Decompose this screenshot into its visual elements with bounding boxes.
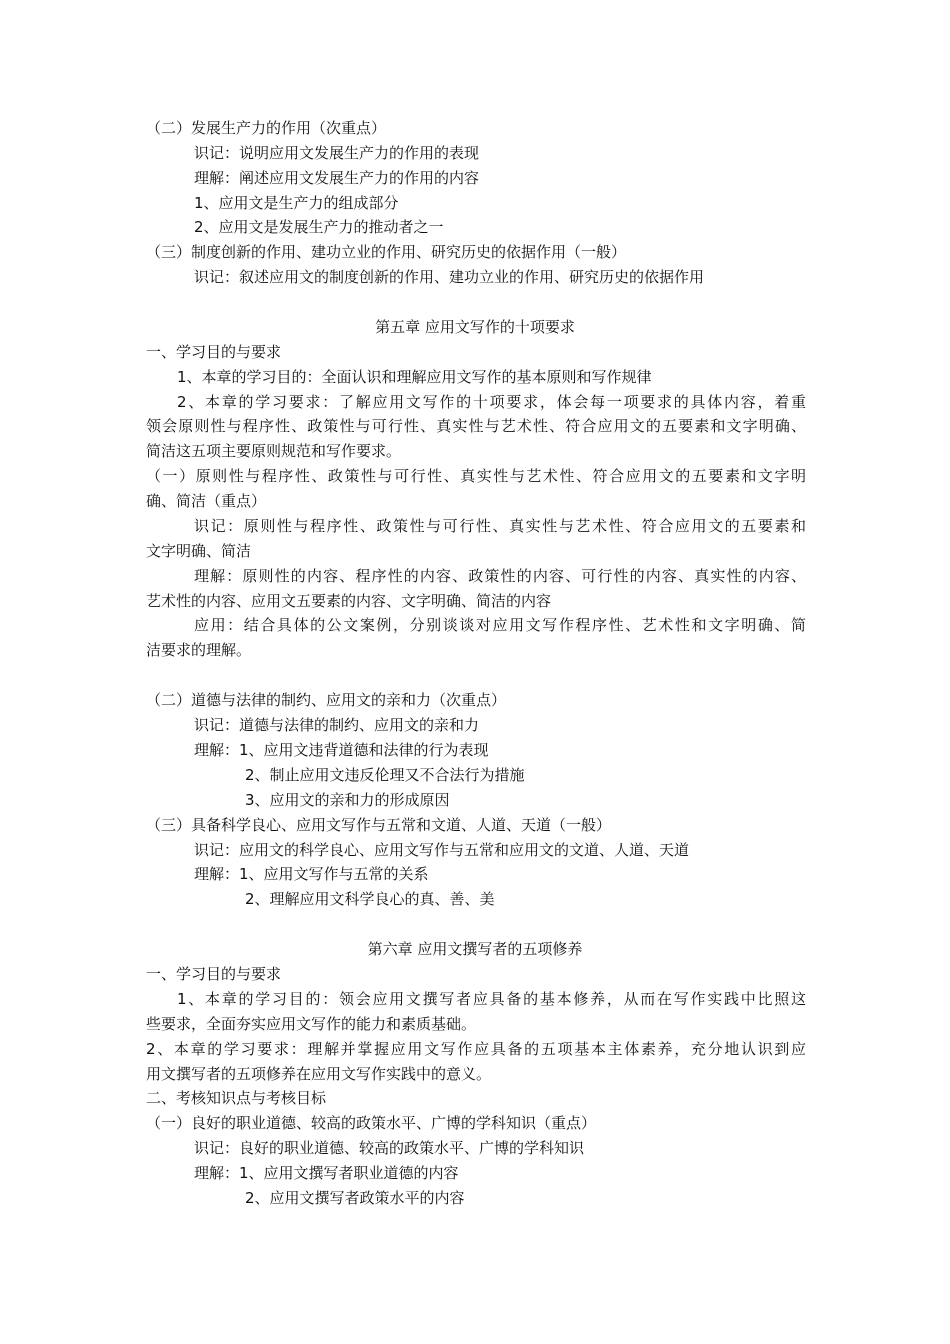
text-line: 理解：1、应用文写作与五常的关系 <box>194 865 429 883</box>
text-line: 1、应用文是生产力的组成部分 <box>194 194 399 212</box>
text-line: 理解：阐述应用文发展生产力的作用的内容 <box>194 169 480 187</box>
text-line: 些要求，全面夯实应用文写作的能力和素质基础。 <box>146 1015 477 1033</box>
text-line: 2、理解应用文科学良心的真、善、美 <box>245 890 495 908</box>
section-heading: 一、学习目的与要求 <box>146 965 282 983</box>
text-line: 应用：结合具体的公文案例，分别谈谈对应用文写作程序性、艺术性和文字明确、简 <box>194 616 806 634</box>
text-line: 洁要求的理解。 <box>146 641 252 659</box>
text-line: 2、应用文撰写者政策水平的内容 <box>245 1189 465 1207</box>
chapter-title: 第五章 应用文写作的十项要求 <box>375 318 575 336</box>
text-line: 用文撰写者的五项修养在应用文写作实践中的意义。 <box>146 1065 492 1083</box>
text-line: 识记：应用文的科学良心、应用文写作与五常和应用文的文道、人道、天道 <box>194 841 690 859</box>
text-line: 文字明确、简洁 <box>146 542 252 560</box>
text-line: 识记：原则性与程序性、政策性与可行性、真实性与艺术性、符合应用文的五要素和 <box>194 517 806 535</box>
section-heading: （一）良好的职业道德、较高的政策水平、广博的学科知识（重点） <box>146 1114 597 1132</box>
text-line: 2、本章的学习要求：理解并掌握应用文写作应具备的五项基本主体素养，充分地认识到应 <box>146 1040 806 1058</box>
text-line: 3、应用文的亲和力的形成原因 <box>245 791 450 809</box>
section-heading: （二）道德与法律的制约、应用文的亲和力（次重点） <box>146 691 507 709</box>
text-line: 2、制止应用文违反伦理又不合法行为措施 <box>245 766 525 784</box>
section-heading: （三）制度创新的作用、建功立业的作用、研究历史的依据作用（一般） <box>146 243 627 261</box>
text-line: 理解：1、应用文撰写者职业道德的内容 <box>194 1164 459 1182</box>
text-line: 1、本章的学习目的：领会应用文撰写者应具备的基本修养，从而在写作实践中比照这 <box>177 990 806 1008</box>
section-heading: 二、考核知识点与考核目标 <box>146 1089 327 1107</box>
text-line: 领会原则性与程序性、政策性与可行性、真实性与艺术性、符合应用文的五要素和文字明确、 <box>146 417 806 435</box>
chapter-title: 第六章 应用文撰写者的五项修养 <box>367 940 583 958</box>
text-line: 简洁这五项主要原则规范和写作要求。 <box>146 442 402 460</box>
section-heading: （二）发展生产力的作用（次重点） <box>146 119 387 137</box>
text-line: 2、应用文是发展生产力的推动者之一 <box>194 218 444 236</box>
text-line: 理解：1、应用文违背道德和法律的行为表现 <box>194 741 489 759</box>
text-line: 识记：良好的职业道德、较高的政策水平、广博的学科知识 <box>194 1139 585 1157</box>
text-line: 识记：叙述应用文的制度创新的作用、建功立业的作用、研究历史的依据作用 <box>194 268 705 286</box>
section-heading: （一）原则性与程序性、政策性与可行性、真实性与艺术性、符合应用文的五要素和文字明 <box>146 467 806 485</box>
text-line: 理解：原则性的内容、程序性的内容、政策性的内容、可行性的内容、真实性的内容、 <box>194 567 806 585</box>
text-line: 识记：道德与法律的制约、应用文的亲和力 <box>194 716 480 734</box>
text-line: 1、本章的学习目的：全面认识和理解应用文写作的基本原则和写作规律 <box>177 368 652 386</box>
text-line: 2、本章的学习要求：了解应用文写作的十项要求，体会每一项要求的具体内容，着重 <box>177 393 806 411</box>
section-heading: （三）具备科学良心、应用文写作与五常和文道、人道、天道（一般） <box>146 816 612 834</box>
text-line: 识记：说明应用文发展生产力的作用的表现 <box>194 144 480 162</box>
section-heading: 确、简洁（重点） <box>146 492 267 510</box>
section-heading: 一、学习目的与要求 <box>146 343 282 361</box>
text-line: 艺术性的内容、应用文五要素的内容、文字明确、简洁的内容 <box>146 592 552 610</box>
